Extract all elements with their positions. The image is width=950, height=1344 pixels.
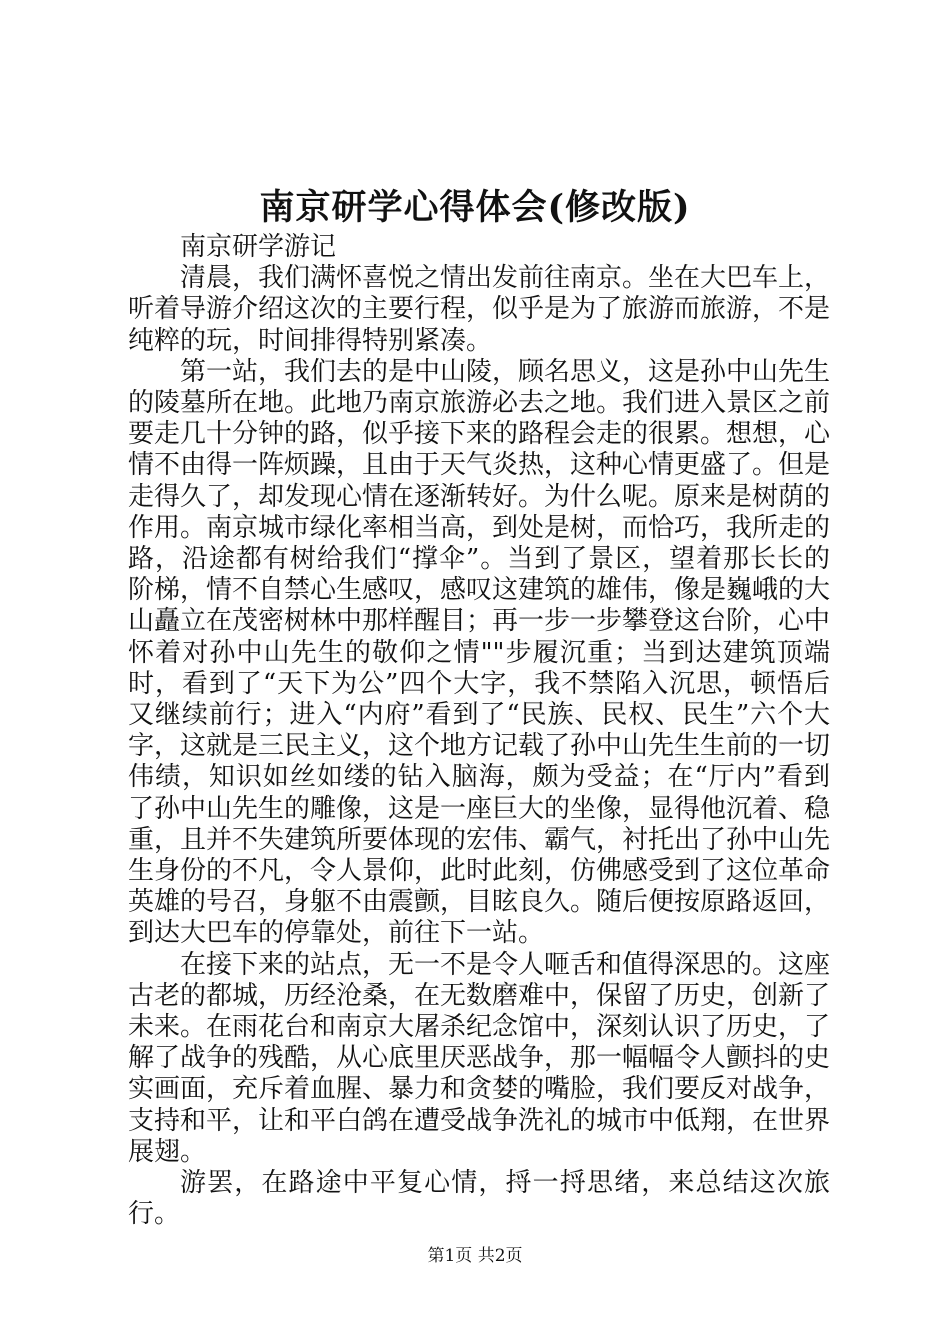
document-subtitle: 南京研学游记 <box>180 232 337 262</box>
paragraph-later-stops: 在接下来的站点，无一不是令人咂舌和值得深思的。这座古老的都城，历经沧桑，在无数磨难中，保留了历史，创新了未来。在雨花台和南京大屠杀纪念馆中，深刻认识了历史，了解了战争的残酷，从心底里厌恶战争，那一幅幅令人颤抖的史实画面，充斥着血腥、暴力和贪婪的嘴脸，我们要反对战争，支持和平，让和平白鸽在遭受战争洗礼的城市中低翔，在世界展翅。 <box>128 949 831 1167</box>
document-body <box>128 232 830 1231</box>
paragraph-zhongshan-mausoleum: 第一站，我们去的是中山陵，顾名思义，这是孙中山先生的陵墓所在地。此地乃南京旅游必去之地。我们进入景区之前要走几十分钟的路，似乎接下来的路程会走的很累。想想，心情不由得一阵烦躁，且由于天气炎热，这种心情更盛了。但是走得久了，却发现心情在逐渐转好。为什么呢。原来是树荫的作用。南京城市绿化率相当高，到处是树，而恰巧，我所走的路，沿途都有树给我们“撑伞”。当到了景区，望着那长长的阶梯，情不自禁心生感叹，感叹这建筑的雄伟，像是巍峨的大山矗立在茂密树林中那样醒目；再一步一步攀登这台阶，心中怀着对孙中山先生的敬仰之情""步履沉重；当到达建筑顶端时，看到了“天下为公”四个大字，我不禁陷入沉思，顿悟后又继续前行；进入“内府”看到了“民族、民权、民生”六个大字，这就是三民主义，这个地方记载了孙中山先生生前的一切伟绩，知识如丝如缕的钻入脑海，颇为受益；在“厅内”看到了孙中山先生的雕像，这是一座巨大的坐像，显得他沉着、稳重，且并不失建筑所要体现的宏伟、霸气，衬托出了孙中山先生身份的不凡，令人景仰，此时此刻，仿佛感受到了这位革命英雄的号召，身躯不由震颤，目眩良久。随后便按原路返回，到达大巴车的停靠处，前往下一站。 <box>128 356 831 949</box>
document-title: 南京研学心得体会(修改版) <box>259 187 691 228</box>
paragraph-departure: 清晨，我们满怀喜悦之情出发前往南京。坐在大巴车上，听着导游介绍这次的主要行程，似乎是为了旅游而旅游，不是纯粹的玩，时间排得特别紧凑。 <box>128 263 831 356</box>
page-footer: 第1页 共2页 <box>427 1246 523 1266</box>
paragraph-summary: 游罢，在路途中平复心情，捋一捋思绪，来总结这次旅行。 <box>128 1168 830 1230</box>
